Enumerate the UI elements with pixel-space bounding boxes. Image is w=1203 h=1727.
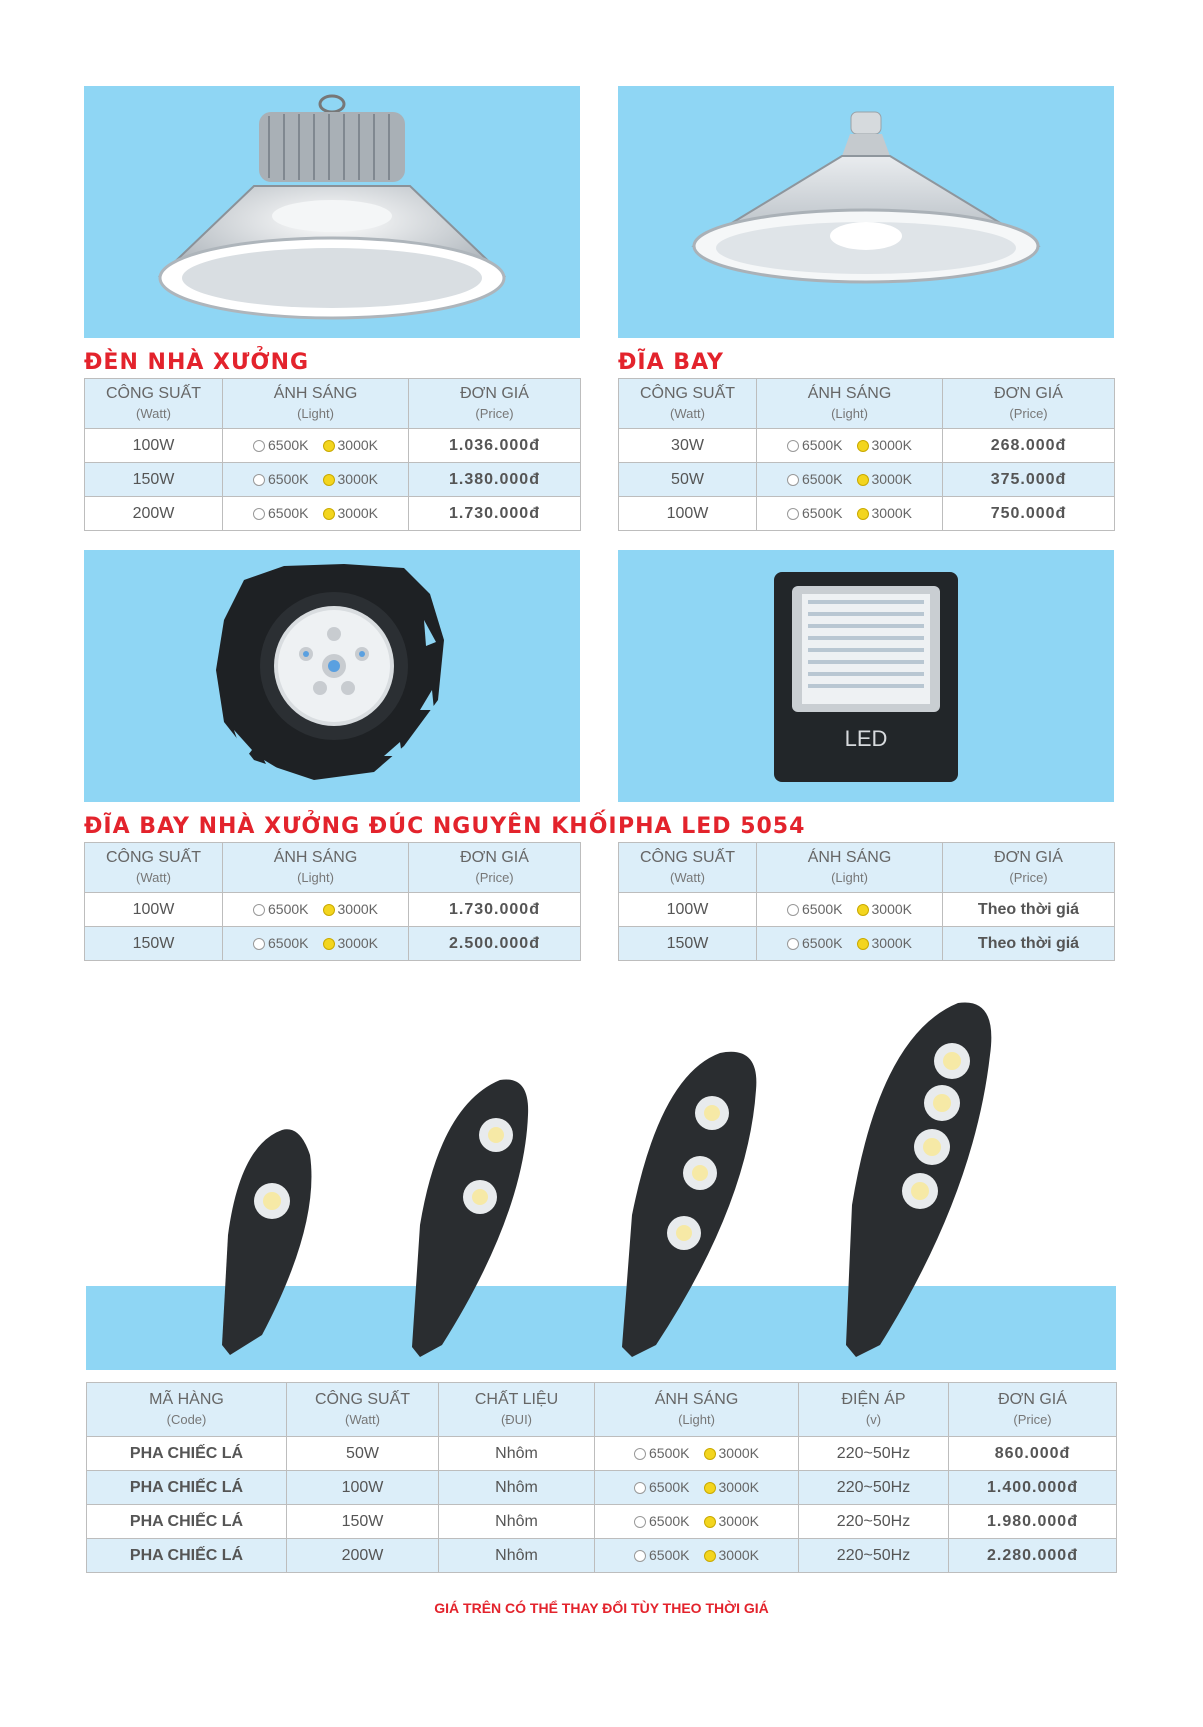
light-cell: 6500K 3000K: [757, 463, 943, 497]
power-cell: 150W: [85, 463, 223, 497]
price-disclaimer: GIÁ TRÊN CÓ THỂ THAY ĐỔI TÙY THEO THỜI GIÁ: [434, 1600, 769, 1616]
warm-light-dot-icon: [704, 1516, 716, 1528]
product-title-cast-ufo: ĐĨA BAY NHÀ XƯỞNG ĐÚC NGUYÊN KHỐI: [84, 814, 618, 839]
price-cell: 1.730.000đ: [409, 893, 581, 927]
warm-light-dot-icon: [323, 508, 335, 520]
cool-light-dot-icon: [787, 508, 799, 520]
table-row: [85, 463, 581, 497]
high-bay-lamp-icon: [84, 86, 580, 338]
spec-table-flood-led: [618, 842, 1115, 961]
power-cell: 200W: [85, 497, 223, 531]
street-lights-image: [0, 995, 1203, 1375]
light-cell: 6500K 3000K: [595, 1505, 799, 1539]
light-cell: 6500K 3000K: [757, 927, 943, 961]
power-cell: 30W: [619, 429, 757, 463]
table-row: [87, 1471, 1117, 1505]
table-row: [85, 927, 581, 961]
product-image-ufo-lamp: [618, 86, 1114, 338]
cool-light-dot-icon: [253, 938, 265, 950]
code-cell: PHA CHIẾC LÁ: [87, 1437, 287, 1471]
cool-light-dot-icon: [634, 1482, 646, 1494]
table-row: [619, 497, 1115, 531]
cool-light-dot-icon: [787, 938, 799, 950]
power-cell: 100W: [619, 893, 757, 927]
header-price: ĐƠN GIÁ (Price): [949, 1383, 1117, 1437]
warm-light-dot-icon: [323, 474, 335, 486]
cool-light-dot-icon: [253, 474, 265, 486]
led-label: LED: [844, 726, 888, 751]
spec-table-high-bay: [84, 378, 581, 531]
street-light-100w-icon: [412, 1079, 528, 1357]
table-row: [85, 497, 581, 531]
light-cell: 6500K 3000K: [223, 927, 409, 961]
warm-light-dot-icon: [857, 938, 869, 950]
cool-light-dot-icon: [634, 1448, 646, 1460]
power-cell: 100W: [85, 893, 223, 927]
price-cell: Theo thời giá: [943, 927, 1115, 961]
table-row: [619, 893, 1115, 927]
warm-light-dot-icon: [704, 1550, 716, 1562]
warm-light-dot-icon: [704, 1448, 716, 1460]
power-cell: 100W: [85, 429, 223, 463]
power-cell: 50W: [287, 1437, 439, 1471]
power-cell: 200W: [287, 1539, 439, 1573]
warm-light-dot-icon: [704, 1482, 716, 1494]
price-cell: 1.036.000đ: [409, 429, 581, 463]
header-price: ĐƠN GIÁ (Price): [409, 379, 581, 429]
light-cell: 6500K 3000K: [757, 429, 943, 463]
code-cell: PHA CHIẾC LÁ: [87, 1539, 287, 1573]
code-cell: PHA CHIẾC LÁ: [87, 1471, 287, 1505]
cool-light-dot-icon: [634, 1550, 646, 1562]
power-cell: 150W: [619, 927, 757, 961]
header-light: ÁNH SÁNG (Light): [223, 379, 409, 429]
light-cell: 6500K 3000K: [757, 893, 943, 927]
spec-table-ufo-lamp: [618, 378, 1115, 531]
table-row: [619, 927, 1115, 961]
street-light-200w-icon: [846, 1002, 991, 1357]
street-light-150w-icon: [622, 1052, 756, 1357]
light-cell: 6500K 3000K: [223, 463, 409, 497]
table-row: [85, 893, 581, 927]
product-title-high-bay: ĐÈN NHÀ XƯỞNG: [84, 350, 310, 375]
product-title-ufo-lamp: ĐĨA BAY: [618, 350, 724, 375]
price-cell: 2.500.000đ: [409, 927, 581, 961]
power-cell: 100W: [287, 1471, 439, 1505]
light-cell: 6500K 3000K: [223, 893, 409, 927]
header-voltage: ĐIỆN ÁP (v): [799, 1383, 949, 1437]
price-cell: Theo thời giá: [943, 893, 1115, 927]
header-power: CÔNG SUẤT (Watt): [619, 379, 757, 429]
product-image-high-bay: [84, 86, 580, 338]
price-cell: 750.000đ: [943, 497, 1115, 531]
price-cell: 268.000đ: [943, 429, 1115, 463]
header-power: CÔNG SUẤT (Watt): [287, 1383, 439, 1437]
power-cell: 150W: [85, 927, 223, 961]
price-cell: 375.000đ: [943, 463, 1115, 497]
header-price: ĐƠN GIÁ (Price): [943, 379, 1115, 429]
light-cell: 6500K 3000K: [223, 497, 409, 531]
product-title-flood-led: PHA LED 5054: [618, 814, 806, 839]
warm-light-dot-icon: [323, 904, 335, 916]
spec-table-cast-ufo: [84, 842, 581, 961]
header-power: CÔNG SUẤT (Watt): [85, 379, 223, 429]
price-cell: 860.000đ: [949, 1437, 1117, 1471]
light-cell: 6500K 3000K: [595, 1471, 799, 1505]
table-row: [87, 1505, 1117, 1539]
warm-light-dot-icon: [857, 508, 869, 520]
cool-light-dot-icon: [787, 440, 799, 452]
voltage-cell: 220~50Hz: [799, 1539, 949, 1573]
cool-light-dot-icon: [253, 904, 265, 916]
warm-light-dot-icon: [323, 440, 335, 452]
header-light: ÁNH SÁNG (Light): [595, 1383, 799, 1437]
header-light: ÁNH SÁNG (Light): [757, 379, 943, 429]
code-cell: PHA CHIẾC LÁ: [87, 1505, 287, 1539]
material-cell: Nhôm: [439, 1437, 595, 1471]
price-cell: 1.380.000đ: [409, 463, 581, 497]
light-cell: 6500K 3000K: [223, 429, 409, 463]
power-cell: 50W: [619, 463, 757, 497]
cool-light-dot-icon: [634, 1516, 646, 1528]
power-cell: 100W: [619, 497, 757, 531]
ufo-pendant-lamp-icon: [618, 86, 1114, 338]
price-cell: 1.980.000đ: [949, 1505, 1117, 1539]
price-cell: 1.400.000đ: [949, 1471, 1117, 1505]
voltage-cell: 220~50Hz: [799, 1437, 949, 1471]
table-row: [85, 429, 581, 463]
warm-light-dot-icon: [323, 938, 335, 950]
table-row: [87, 1437, 1117, 1471]
material-cell: Nhôm: [439, 1505, 595, 1539]
warm-light-dot-icon: [857, 904, 869, 916]
product-image-cast-ufo: [84, 550, 580, 802]
power-cell: 150W: [287, 1505, 439, 1539]
cool-light-dot-icon: [787, 474, 799, 486]
warm-light-dot-icon: [857, 474, 869, 486]
header-power: CÔNG SUẤT (Watt): [619, 843, 757, 893]
table-row: [619, 463, 1115, 497]
header-price: ĐƠN GIÁ (Price): [943, 843, 1115, 893]
voltage-cell: 220~50Hz: [799, 1471, 949, 1505]
header-price: ĐƠN GIÁ (Price): [409, 843, 581, 893]
price-cell: 2.280.000đ: [949, 1539, 1117, 1573]
spec-table-street-light: [86, 1382, 1117, 1573]
product-image-flood-led: [618, 550, 1114, 802]
header-power: CÔNG SUẤT (Watt): [85, 843, 223, 893]
cast-ufo-lamp-icon: [84, 550, 580, 802]
street-light-50w-icon: [222, 1129, 311, 1355]
header-light: ÁNH SÁNG (Light): [223, 843, 409, 893]
header-light: ÁNH SÁNG (Light): [757, 843, 943, 893]
warm-light-dot-icon: [857, 440, 869, 452]
table-row: [87, 1539, 1117, 1573]
voltage-cell: 220~50Hz: [799, 1505, 949, 1539]
header-code: MÃ HÀNG (Code): [87, 1383, 287, 1437]
material-cell: Nhôm: [439, 1471, 595, 1505]
cool-light-dot-icon: [253, 440, 265, 452]
price-cell: 1.730.000đ: [409, 497, 581, 531]
light-cell: 6500K 3000K: [757, 497, 943, 531]
cool-light-dot-icon: [253, 508, 265, 520]
cool-light-dot-icon: [787, 904, 799, 916]
table-row: [619, 429, 1115, 463]
flood-light-icon: [618, 550, 1114, 802]
header-material: CHẤT LIỆU (ĐUI): [439, 1383, 595, 1437]
light-cell: 6500K 3000K: [595, 1539, 799, 1573]
material-cell: Nhôm: [439, 1539, 595, 1573]
light-cell: 6500K 3000K: [595, 1437, 799, 1471]
